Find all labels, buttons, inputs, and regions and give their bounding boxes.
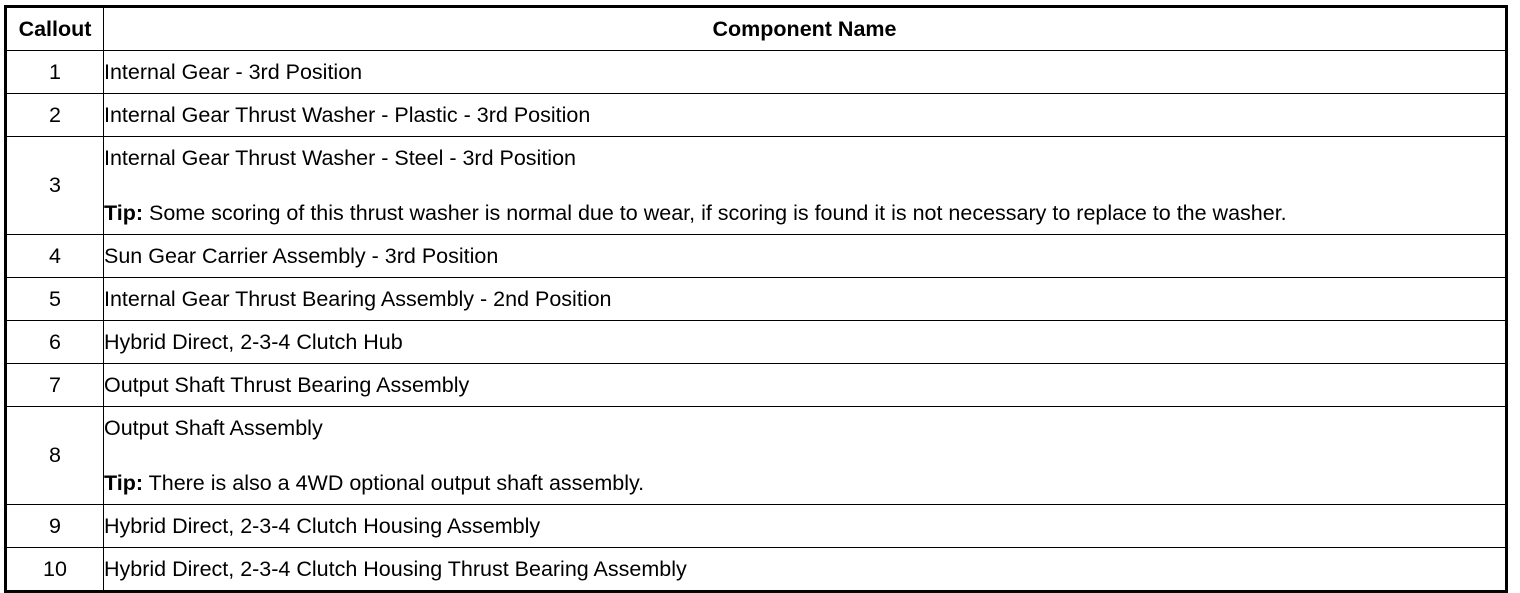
- table-row: [6, 505, 1507, 548]
- component-name: Sun Gear Carrier Assembly - 3rd Position: [104, 243, 499, 268]
- table-body: [6, 51, 1507, 592]
- tip-label: Tip:: [104, 200, 144, 225]
- table-row: [6, 94, 1507, 137]
- component-name: Internal Gear Thrust Washer - Steel - 3rd Position: [104, 145, 577, 170]
- component-table: [4, 5, 1508, 593]
- callout-cell: 2: [6, 94, 104, 137]
- tip-text: There is also a 4WD optional output shaft assembly.: [143, 470, 645, 495]
- callout-cell: 3: [6, 137, 104, 235]
- table-row: [6, 235, 1507, 278]
- component-name: Hybrid Direct, 2-3-4 Clutch Hub: [104, 329, 403, 354]
- component-name-cell: [104, 51, 1507, 94]
- component-name-cell: [104, 548, 1507, 592]
- callout-column-header: Callout: [6, 7, 104, 51]
- table-row: [6, 407, 1507, 505]
- callout-cell: 4: [6, 235, 104, 278]
- component-name: Internal Gear Thrust Washer - Plastic - 3rd Position: [104, 102, 591, 127]
- component-name: Output Shaft Thrust Bearing Assembly: [104, 372, 470, 397]
- callout-cell: 8: [6, 407, 104, 505]
- component-name-column-header: Component Name: [104, 7, 1507, 51]
- component-name: Hybrid Direct, 2-3-4 Clutch Housing Thrust Bearing Assembly: [104, 556, 687, 581]
- component-name-cell: [104, 137, 1507, 235]
- tip-spacer: [104, 171, 1505, 201]
- component-name-cell: [104, 364, 1507, 407]
- table-row: [6, 278, 1507, 321]
- component-name-cell: [104, 235, 1507, 278]
- tip-text: Some scoring of this thrust washer is normal due to wear, if scoring is found it is not necessary to replace to the washer.: [143, 200, 1287, 225]
- callout-cell: 6: [6, 321, 104, 364]
- tip-label: Tip:: [104, 470, 144, 495]
- component-name: Hybrid Direct, 2-3-4 Clutch Housing Assembly: [104, 513, 541, 538]
- component-name-cell: [104, 94, 1507, 137]
- component-name: Internal Gear - 3rd Position: [104, 59, 363, 84]
- callout-cell: 5: [6, 278, 104, 321]
- component-name-cell: [104, 278, 1507, 321]
- component-name-cell: [104, 505, 1507, 548]
- callout-cell: 10: [6, 548, 104, 592]
- table-row: [6, 364, 1507, 407]
- callout-cell: 1: [6, 51, 104, 94]
- table-row: [6, 137, 1507, 235]
- component-name-cell: [104, 321, 1507, 364]
- callout-cell: 9: [6, 505, 104, 548]
- component-name: Internal Gear Thrust Bearing Assembly - 2nd Position: [104, 286, 612, 311]
- component-name: Output Shaft Assembly: [104, 415, 323, 440]
- table-row: [6, 321, 1507, 364]
- table-row: [6, 51, 1507, 94]
- component-name-cell: [104, 407, 1507, 505]
- table-row: [6, 548, 1507, 592]
- tip-note: [104, 471, 1505, 496]
- tip-spacer: [104, 441, 1505, 471]
- callout-cell: 7: [6, 364, 104, 407]
- tip-note: [104, 201, 1505, 226]
- table-header-row: [6, 7, 1507, 51]
